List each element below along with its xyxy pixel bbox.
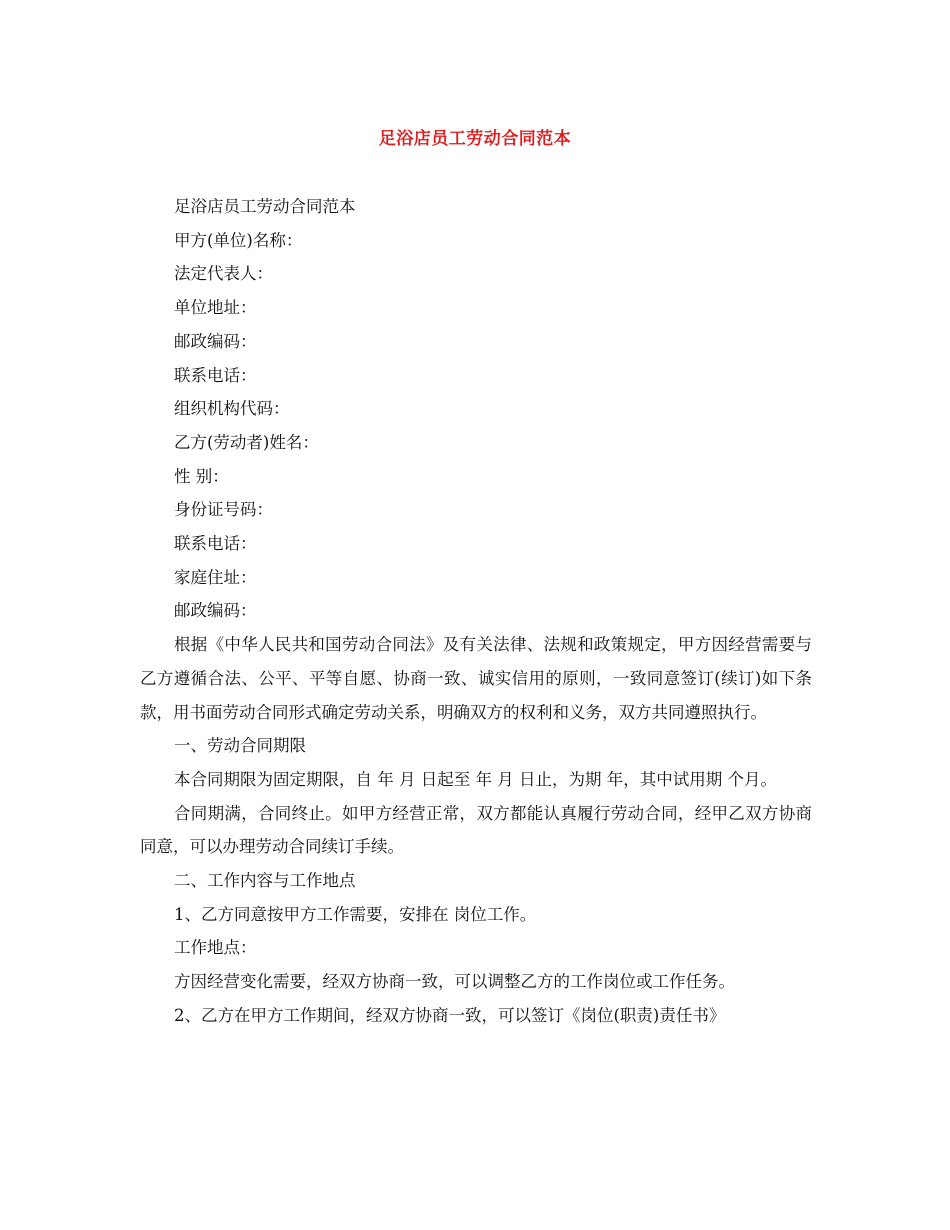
field-home-address: 家庭住址： [174,567,257,587]
paragraph-contract-renewal: 合同期满，合同终止。如甲方经营正常，双方都能认真履行劳动合同，经甲乙双方协商同意，可以办理劳动合同续订手续。 [140,803,812,857]
paragraph-responsibility-letter: 2、乙方在甲方工作期间，经双方协商一致，可以签订《岗位(职责)责任书》 [174,1005,726,1025]
document-title: 足浴店员工劳动合同范本 [378,129,572,149]
field-gender: 性 别： [174,466,229,486]
paragraph-work-position: 1、乙方同意按甲方工作需要，安排在 岗位工作。 [174,904,537,924]
field-employer-phone: 联系电话： [174,365,257,385]
paragraph-work-location: 工作地点： [174,938,257,958]
field-id-number: 身份证号码： [174,500,273,520]
paragraph-heading: 足浴店员工劳动合同范本 [174,197,356,216]
document-body [140,190,812,1033]
field-legal-representative: 法定代表人： [174,264,273,284]
field-employer-postcode: 邮政编码： [174,331,257,351]
section-heading-contract-term: 一、劳动合同期限 [174,736,306,756]
field-employee-phone: 联系电话： [174,534,257,554]
paragraph-contract-term: 本合同期限为固定期限，自 年 月 日起至 年 月 日止，为期 年，其中试用期 个月。 [174,769,777,789]
field-employee-postcode: 邮政编码： [174,601,257,621]
field-employer-address: 单位地址： [174,298,257,318]
field-employer-name: 甲方(单位)名称： [174,230,303,250]
field-organization-code: 组织机构代码： [174,399,290,419]
field-employee-name: 乙方(劳动者)姓名： [174,432,319,452]
paragraph-position-adjustment: 方因经营变化需要，经双方协商一致，可以调整乙方的工作岗位或工作任务。 [174,972,735,992]
section-heading-work-content: 二、工作内容与工作地点 [174,871,356,891]
paragraph-preamble: 根据《中华人民共和国劳动合同法》及有关法律、法规和政策规定，甲方因经营需要与乙方遵循合法、公平、平等自愿、协商一致、诚实信用的原则，一致同意签订(续订)如下条款，用书面劳动合同形式确定劳动关系，明确双方的权利和义务，双方共同遵照执行。 [140,635,812,722]
